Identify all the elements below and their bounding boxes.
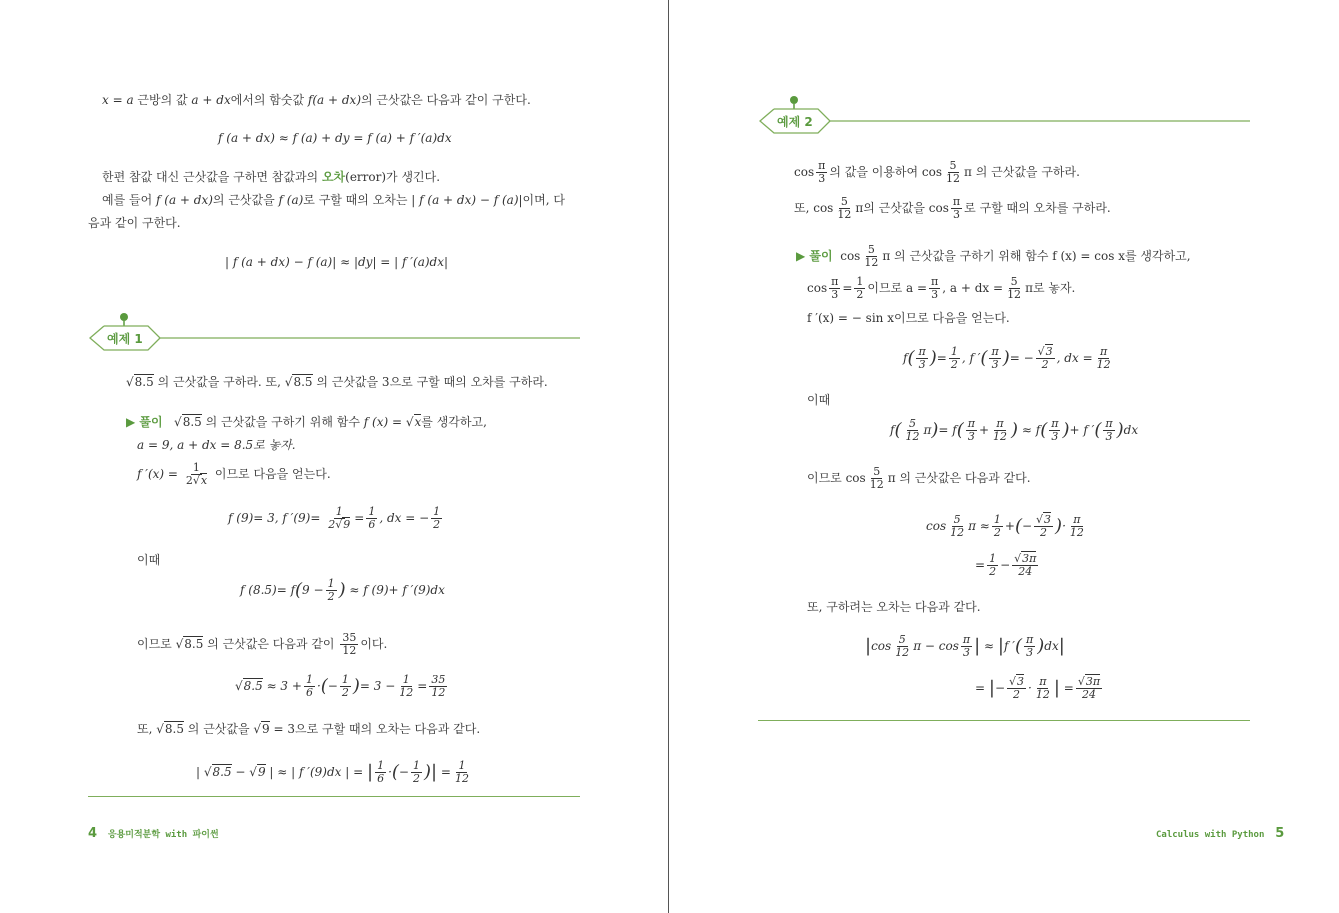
fraction [966, 418, 977, 443]
numerator: 1 [950, 345, 958, 358]
r-equation-e6: = |− $\frac{√3}{2}$ · $\frac{\pi}{12}$ | = $\frac{√3\pi}{24}$ [975, 675, 1101, 701]
math: dx [1044, 639, 1059, 653]
numerator: π [962, 633, 971, 646]
fraction [992, 514, 1003, 539]
math: x = a [102, 93, 134, 107]
num-part: 3 [1017, 675, 1025, 688]
math: 8.5 [243, 679, 263, 693]
text: 의 값을 이용하여 cos [829, 165, 943, 179]
solution-line-3 [137, 462, 331, 487]
intro-paragraph-3-cont: 음과 같이 구한다. [88, 216, 181, 230]
math: = [975, 558, 986, 572]
numerator: 1 [993, 513, 1001, 526]
fraction [951, 196, 962, 221]
text: 또, cos [794, 201, 834, 215]
math: 8.5 [293, 375, 313, 389]
numerator: 1 [341, 673, 349, 686]
fraction [1012, 553, 1038, 578]
r-solution-line-4 [807, 466, 1031, 491]
equation-e4: | √8.5 − √9 | ≈ | f ′(9)dx | = | $\frac{1}{6}$ ·(− $\frac{1}{2}$ )| = $\frac{1}{12}$ [196, 759, 469, 785]
numerator: 35 [342, 631, 357, 644]
denominator: 2√x [185, 474, 208, 487]
numerator: π [831, 275, 839, 288]
text: 이다. [360, 637, 388, 651]
den-part: 2 [328, 518, 336, 531]
fraction [366, 506, 377, 531]
equation-error: | f (a + dx) − f (a)| ≈ |dy| = | f ′(a)dx| [225, 255, 449, 269]
denominator: 3 [1051, 430, 1059, 443]
numerator: 5 [949, 159, 957, 172]
math: · [1028, 681, 1032, 695]
num-part: 3 [1045, 345, 1053, 358]
numerator: √3 [1009, 675, 1025, 688]
denominator: 2 [412, 772, 420, 785]
math: 9 [262, 722, 270, 736]
math: · [1062, 519, 1066, 533]
numerator: √3π [1077, 675, 1101, 688]
math: = [354, 511, 365, 525]
equation-e1 [228, 506, 444, 531]
math: f (9)= 3, f ′(9)= [228, 511, 321, 525]
text: 의 근삿값을 3으로 구할 때의 오차를 구하라. [312, 375, 548, 389]
math: | f (a + dx) − f (a)| [411, 193, 523, 207]
math: f(a + dx) [307, 93, 361, 107]
numerator: 35 [431, 673, 446, 686]
math: cos [926, 519, 947, 533]
denominator: 3 [931, 288, 939, 301]
denominator: 12 [1035, 688, 1050, 701]
denominator: 2 [989, 565, 997, 578]
denominator: 2 [1040, 526, 1048, 539]
numerator: 5 [1010, 275, 1018, 288]
fraction [862, 244, 880, 269]
keyword-error: 오차 [321, 170, 346, 184]
math: f (a + dx) [156, 193, 213, 207]
fraction [397, 674, 415, 699]
math: ≈ [984, 639, 995, 653]
numerator: 1 [305, 673, 313, 686]
math: 8.5 [134, 375, 154, 389]
denominator: 3 [991, 358, 999, 371]
math: − [327, 679, 338, 693]
equation-e2: f (8.5)= f(9 − $\frac{1}{2}$ ) ≈ f (9)+ f ′(9)dx [240, 577, 445, 603]
solution-line-1: ▶ 풀이 √8.5 의 근삿값을 구하기 위해 함수 f (x) = √x를 생각하고, [126, 415, 487, 429]
denominator: 12 [399, 686, 414, 699]
example-2-question-2 [794, 196, 1111, 221]
numerator: π [818, 159, 826, 172]
math: = [417, 679, 428, 693]
denominator: 2 [1041, 358, 1049, 371]
denominator: 12 [1069, 526, 1084, 539]
r-equation-e5: |cos $\frac{5}{12}$ π − cos $\frac{\pi}{3}$ | ≈ |f ′( $\frac{\pi}{3}$ )dx| [865, 633, 1065, 659]
text: = 3으로 구할 때의 오차는 다음과 같다. [269, 722, 481, 736]
intro-paragraph-3 [102, 193, 565, 207]
math: cos [807, 281, 828, 295]
page-number: 5 [1275, 826, 1285, 841]
r-solution-line-1 [796, 244, 1191, 269]
right-page [670, 0, 1339, 913]
math: + [1004, 519, 1015, 533]
math: = 3 − [359, 679, 396, 693]
numerator: 1 [433, 505, 441, 518]
math: , dx = − [379, 511, 430, 525]
denominator: 3 [962, 646, 970, 659]
solution-label: ▶ 풀이 [126, 415, 163, 429]
numerator: π [1051, 417, 1059, 430]
num-part: 3π [1022, 552, 1037, 565]
math: dx [1123, 423, 1139, 437]
math: + f ′ [1069, 423, 1095, 437]
fraction [453, 760, 471, 785]
intro-paragraph-2 [102, 170, 440, 184]
den-part: 2 [185, 474, 193, 487]
fraction [987, 553, 998, 578]
denominator: 12 [895, 646, 910, 659]
fraction [829, 276, 840, 301]
solution-line-4: 이므로 √8.5 의 근삿값은 다음과 같이 $\frac{35}{12}$ 이다. [137, 631, 388, 657]
math: 8.5 [184, 637, 204, 651]
fraction [961, 634, 972, 659]
math: f (x) = [363, 415, 406, 429]
example-2-question-1 [794, 160, 1080, 185]
book-title: Calculus with Python [1156, 830, 1265, 840]
denominator: 3 [1105, 430, 1113, 443]
example-1-question: √8.5 의 근삿값을 구하라. 또, √8.5 의 근삿값을 3으로 구할 때의 오차를 구하라. [126, 375, 548, 389]
math: f [890, 423, 895, 437]
example-2-bottom-rule [758, 720, 1250, 721]
denominator: 2 [327, 590, 335, 603]
denominator: 12 [837, 208, 852, 221]
text: 의 근삿값을 구하라. 또, [153, 375, 285, 389]
fraction [1049, 418, 1060, 443]
denominator: 12 [950, 526, 965, 539]
text: 에서의 함숫값 [230, 93, 308, 107]
math: = [975, 681, 986, 695]
denominator: 2 [950, 358, 958, 371]
math: ≈ f [1021, 423, 1041, 437]
numerator: π [1039, 675, 1047, 688]
math: = [842, 281, 853, 295]
num-part: 3π [1085, 675, 1101, 688]
left-page [0, 0, 668, 913]
math: 8.5 [164, 722, 184, 736]
text: 의 근삿값은 다음과 같이 구한다. [361, 93, 531, 107]
math: = [440, 765, 451, 779]
math: 9 − [302, 583, 324, 597]
fraction [184, 462, 209, 487]
fraction [326, 578, 337, 603]
fraction [949, 346, 960, 371]
book-title: 응용미적분학 with 파이썬 [107, 830, 219, 840]
numerator: 1 [192, 461, 200, 474]
fraction [375, 760, 386, 785]
math: − [398, 765, 409, 779]
denominator: 12 [1096, 358, 1111, 371]
text: 예를 들어 [102, 193, 156, 207]
r-equation-e2: f( $\frac{5}{12}$ π)= f( $\frac{\pi}{3}$ + $\frac{\pi}{12}$ ) ≈ f( $\frac{\pi}{3}$ )+ f ′( $\frac{\pi}{3}$ )dx [890, 417, 1139, 443]
text: π 의 근삿값을 구하기 위해 함수 f (x) = cos x를 생각하고, [882, 249, 1191, 263]
text: 의 근삿값은 다음과 같이 [203, 637, 339, 651]
fraction [340, 674, 351, 699]
math: f (8.5)= f [240, 583, 296, 597]
fraction [326, 506, 352, 531]
numerator: 1 [412, 759, 420, 772]
denominator: 2 [856, 288, 864, 301]
math: π ≈ [968, 519, 990, 533]
numerator: 5 [873, 465, 881, 478]
page-gutter [668, 0, 669, 913]
denominator: 2 [993, 526, 1001, 539]
math: cos [794, 165, 815, 179]
example-2-badge: 예제 2 [777, 115, 813, 129]
numerator: π [967, 417, 975, 430]
r-then-label: 이때 [807, 393, 831, 407]
text: 로 구할 때의 오차는 [303, 193, 412, 207]
denominator: 12 [993, 430, 1008, 443]
r-equation-e1: f( $\frac{\pi}{3}$ )= $\frac{1}{2}$ , f ′( $\frac{\pi}{3}$ )= − $\frac{√3}{2}$ , dx = $\frac{\pi}{12}$ [903, 345, 1111, 371]
example-1-badge: 예제 1 [107, 332, 143, 346]
math: = [1063, 681, 1074, 695]
numerator: π [991, 345, 999, 358]
fraction [835, 196, 853, 221]
math: − [994, 681, 1006, 695]
denominator: 2√9 [328, 518, 351, 531]
math: , a + dx = [942, 281, 1004, 295]
text: 의 근삿값을 구하기 위해 함수 [201, 415, 364, 429]
fraction [411, 760, 422, 785]
math: f ′(x) = [137, 467, 178, 481]
den-part: 9 [343, 518, 351, 531]
solution-label: ▶ 풀이 [796, 249, 833, 263]
numerator: π [1026, 633, 1034, 646]
math: = f [938, 423, 957, 437]
denominator: 3 [818, 172, 826, 185]
equation-approx: f (a + dx) ≈ f (a) + dy = f (a) + f ′(a)dx [218, 131, 452, 145]
math: = [936, 351, 947, 365]
math: − [1000, 558, 1011, 572]
numerator: π [996, 417, 1004, 430]
denominator: 3 [831, 288, 839, 301]
fraction [1068, 514, 1086, 539]
math: 8.5 [212, 765, 232, 779]
math: · [316, 679, 321, 693]
fraction [1007, 676, 1026, 701]
denominator: 24 [1081, 688, 1096, 701]
denominator: 24 [1018, 565, 1033, 578]
left-footer [88, 826, 219, 841]
numerator: √3π [1014, 552, 1037, 565]
numerator: 5 [898, 633, 906, 646]
text: 또, [137, 722, 157, 736]
math: f (a) [278, 193, 304, 207]
denominator: 6 [305, 686, 313, 699]
page-number: 4 [88, 826, 98, 841]
text: π 의 근삿값을 구하라. [964, 165, 1080, 179]
r-solution-line-2 [807, 276, 1075, 301]
text: π의 근삿값을 cos [855, 201, 949, 215]
denominator: 2 [341, 686, 349, 699]
math: a + dx [191, 93, 231, 107]
denominator: 6 [368, 518, 376, 531]
example-2-header [756, 95, 1252, 141]
num-part: 3 [1044, 513, 1052, 526]
r-equation-e3: cos $\frac{5}{12}$ π ≈ $\frac{1}{2}$ +(− $\frac{√3}{2}$ )· $\frac{\pi}{12}$ [926, 513, 1084, 539]
numerator: 1 [402, 673, 410, 686]
text: π로 놓자. [1025, 281, 1076, 295]
math: − [1021, 519, 1033, 533]
fraction [431, 506, 442, 531]
math: − [231, 765, 250, 779]
denominator: 12 [905, 430, 920, 443]
math: f ′ [1003, 639, 1015, 653]
denominator: 12 [1007, 288, 1022, 301]
denominator: 12 [342, 644, 357, 657]
text: 의 근삿값을 [183, 722, 254, 736]
numerator: 1 [856, 275, 864, 288]
denominator: 3 [953, 208, 961, 221]
math: cos [871, 639, 892, 653]
numerator: √3 [1036, 513, 1052, 526]
math: ≈ f (9)+ f ′(9)dx [349, 583, 445, 597]
fraction [1034, 676, 1052, 701]
math: ≈ 3 + [262, 679, 302, 693]
text: 를 생각하고, [421, 415, 487, 429]
fraction [893, 634, 911, 659]
solution-line-5: 또, √8.5 의 근삿값을 √9 = 3으로 구할 때의 오차는 다음과 같다. [137, 722, 481, 736]
math: , dx = [1056, 351, 1093, 365]
fraction [1034, 514, 1053, 539]
fraction [304, 674, 315, 699]
fraction [816, 160, 827, 185]
text: 이므로 a = [867, 281, 928, 295]
numerator: π [918, 345, 926, 358]
text: 한편 참값 대신 근삿값을 구하면 참값과의 [102, 170, 322, 184]
math: · [388, 765, 392, 779]
text: (error)가 생긴다. [345, 170, 441, 184]
then-label: 이때 [137, 553, 161, 567]
math: π − cos [913, 639, 959, 653]
numerator: π [1073, 513, 1081, 526]
fraction [868, 466, 886, 491]
math: cos [840, 249, 861, 263]
denominator: 12 [431, 686, 446, 699]
numerator: 5 [908, 417, 916, 430]
numerator: π [1100, 345, 1108, 358]
fraction [340, 632, 358, 657]
denominator: 12 [869, 478, 884, 491]
equation-e3: √8.5 ≈ 3 + $\frac{1}{6}$ ·(− $\frac{1}{2}$ )= 3 − $\frac{1}{12}$ = $\frac{35}{12}$ [235, 673, 446, 699]
math: = − [1009, 351, 1034, 365]
math: f [903, 351, 908, 365]
math: 8.5 [182, 415, 202, 429]
numerator: √3 [1037, 345, 1053, 358]
fraction [1005, 276, 1023, 301]
denominator: 12 [864, 256, 879, 269]
den-part: x [200, 474, 208, 487]
numerator: π [1105, 417, 1113, 430]
denominator: 2 [433, 518, 441, 531]
fraction [916, 346, 927, 371]
denominator: 12 [454, 772, 469, 785]
math: x [414, 415, 422, 429]
numerator: 1 [377, 759, 385, 772]
fraction [989, 346, 1000, 371]
fraction [991, 418, 1009, 443]
fraction [1036, 346, 1055, 371]
numerator: 1 [458, 759, 466, 772]
numerator: 1 [368, 505, 376, 518]
math: π [923, 423, 932, 437]
math: 9 [257, 765, 266, 779]
text: π 의 근삿값은 다음과 같다. [887, 471, 1031, 485]
fraction [903, 418, 921, 443]
numerator: 5 [867, 243, 875, 256]
math: , f ′ [961, 351, 981, 365]
intro-paragraph-1 [102, 93, 531, 107]
numerator: 1 [327, 577, 335, 590]
example-1-header [86, 312, 582, 358]
fraction [854, 276, 865, 301]
denominator: 2 [1013, 688, 1021, 701]
fraction [429, 674, 447, 699]
math: + [978, 423, 990, 437]
denominator: 3 [918, 358, 926, 371]
fraction [929, 276, 940, 301]
fraction [944, 160, 962, 185]
denominator: 12 [946, 172, 961, 185]
text: 의 근삿값을 [212, 193, 279, 207]
fraction [1024, 634, 1035, 659]
numerator: π [952, 195, 961, 208]
numerator: 5 [840, 195, 848, 208]
numerator: 5 [953, 513, 961, 526]
fraction [1095, 346, 1113, 371]
text: 근방의 값 [133, 93, 192, 107]
text: 이며, 다 [522, 193, 565, 207]
fraction [948, 514, 966, 539]
right-footer [1156, 826, 1284, 841]
denominator: 3 [1026, 646, 1034, 659]
text: 이므로 cos [807, 471, 866, 485]
math: ≈ | f ′(9)dx | = [277, 765, 364, 779]
r-solution-line-5: 또, 구하려는 오차는 다음과 같다. [807, 600, 981, 614]
example-1-bottom-rule [88, 796, 580, 797]
solution-line-2: a = 9, a + dx = 8.5로 놓자. [137, 438, 296, 452]
fraction [1076, 676, 1102, 701]
fraction [1103, 418, 1114, 443]
r-equation-e4 [975, 553, 1040, 578]
numerator: π [931, 275, 939, 288]
numerator: 1 [989, 552, 997, 565]
denominator: 3 [967, 430, 975, 443]
denominator: 6 [377, 772, 385, 785]
r-solution-line-3: f ′(x) = − sin x이므로 다음을 얻는다. [807, 311, 1010, 325]
text: 이므로 다음을 얻는다. [214, 467, 331, 481]
text: 로 구할 때의 오차를 구하라. [964, 201, 1111, 215]
text: 이므로 [137, 637, 176, 651]
numerator: 1 [335, 505, 343, 518]
